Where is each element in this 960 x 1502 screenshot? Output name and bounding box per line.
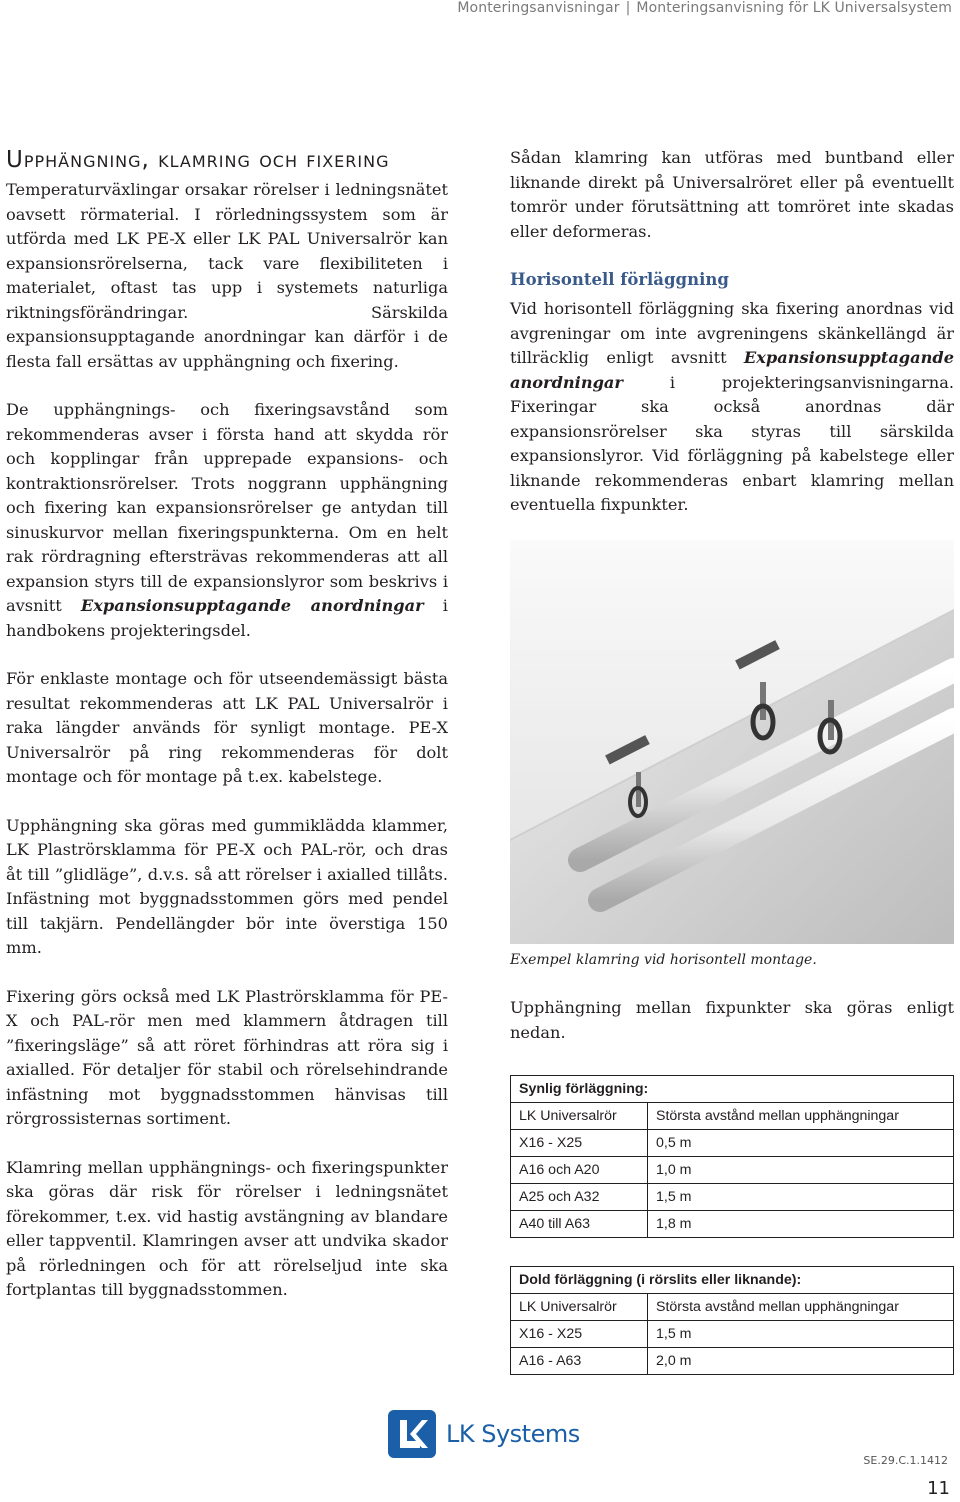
table-row: [511, 1130, 954, 1157]
cell-pipe: A16 - A63: [511, 1348, 648, 1375]
paragraph-mounting: För enklaste montage och för utseendemässigt bästa resultat rekommenderas att LK PAL Universalrör i raka längder används för synligt montage. PE-X Universalrör på ring rekommenderas för dolt montage och för montage på t.ex. kabelstege.: [6, 669, 448, 786]
cell-distance: 0,5 m: [648, 1130, 954, 1157]
table-visible-installation: [510, 1075, 954, 1238]
table-header-row: [511, 1103, 954, 1130]
header-document: Monteringsanvisning för LK Universalsystem: [636, 0, 952, 16]
right-column: [510, 146, 954, 542]
paragraph-distances-end: i handbokens projekteringsdel.: [6, 596, 448, 640]
table-title: Synlig förläggning:: [511, 1076, 954, 1103]
table-header-row: [511, 1294, 954, 1321]
pipe-clamping-photo: [510, 540, 954, 944]
cell-distance: 1,5 m: [648, 1184, 954, 1211]
section-title: Upphängning, klamring och fixering: [6, 147, 390, 173]
left-column: [6, 146, 448, 1327]
photo-caption: Exempel klamring vid horisontell montage.: [510, 952, 817, 968]
page-header: [457, 0, 952, 16]
column-header-pipe: LK Universalrör: [511, 1294, 648, 1321]
reference-expansion: Expansionsupptagande anordningar: [80, 596, 424, 615]
cell-pipe: A25 och A32: [511, 1184, 648, 1211]
paragraph-suspension: Upphängning ska göras med gummiklädda klammer, LK Plaströrsklamma för PE-X och PAL-rör, och dras åt till ”glidläge”, d.v.s. så att rörelser i axialled tillåts. Infästning mot byggnadsstommen görs med pendel till takjärn. Pendellängder bör inte överstiga 150 mm.: [6, 815, 448, 957]
paragraph-cable-tie: Sådan klamring kan utföras med buntband eller liknande direkt på Universalröret eller på eventuellt tomrör under förutsättning att tomröret inte skadas eller deformeras.: [510, 148, 954, 241]
paragraph-distances-text: De upphängnings- och fixeringsavstånd som rekommenderas avser i första hand att skydda rör och kopplingar från upprepade expansions- och kontraktionsrörelser. Trots noggrann upphängning och fixering kan expansionsrörelser ge antydan till sinuskurvor mellan fixeringspunkterna. Om en helt rak rördragning eftersträvas rekommenderas att all expansion styrs till de expansionslyror som beskrivs i avsnitt: [6, 400, 448, 615]
document-number: SE.29.C.1.1412: [863, 1454, 948, 1467]
column-header-pipe: LK Universalrör: [511, 1103, 648, 1130]
pipe-photo-illustration: [510, 540, 954, 944]
table-concealed-installation: [510, 1266, 954, 1375]
right-column-lower: [510, 996, 954, 1069]
column-header-distance: Största avstånd mellan upphängningar: [648, 1103, 954, 1130]
cell-distance: 2,0 m: [648, 1348, 954, 1375]
cell-pipe: X16 - X25: [511, 1321, 648, 1348]
paragraph-suspension-table-intro: Upphängning mellan fixpunkter ska göras enligt nedan.: [510, 998, 954, 1042]
table-row: [511, 1157, 954, 1184]
paragraph-clamping: Klamring mellan upphängnings- och fixeringspunkter ska göras där risk för rörelser i ledningsnätet förekommer, t.ex. vid hastig avstängning av blandare eller tappventil. Klamringen avser att undvika skador på rörledningen och för att rörelseljud inte ska fortplantas till byggnadsstommen.: [6, 1157, 448, 1299]
paragraph-horizontal-text: Vid horisontell förläggning ska fixering anordnas vid avgreningar om inte avgreningens skänkellängd är tillräcklig enligt avsnitt: [510, 299, 954, 367]
cell-pipe: X16 - X25: [511, 1130, 648, 1157]
paragraph-temperature: Temperaturväxlingar orsakar rörelser i ledningsnätet oavsett rörmaterial. I rörledningssystem som är utförda med LK PE-X eller LK PAL Universalrör kan expansionsrörelserna, tack vare flexibiliteten i materialet, oftast tas upp i systemets naturliga riktningsförändringar. Särskilda expansionsupptagande anordningar kan därför i de flesta fall ersättas av upphängning och fixering.: [6, 180, 448, 371]
header-separator: |: [625, 0, 631, 16]
paragraph-horizontal: [510, 297, 954, 518]
table-row: [511, 1321, 954, 1348]
page-number: 11: [927, 1478, 950, 1499]
cell-distance: 1,0 m: [648, 1157, 954, 1184]
paragraph-fixing: Fixering görs också med LK Plaströrsklamma för PE-X och PAL-rör men med klammern åtdragen till ”fixeringsläge” så att röret förhindras att röra sig i axialled. För detaljer för stabil och rörelsehindrande infästning mot byggnadsstommen hänvisas till rörgrossisternas sortiment.: [6, 986, 448, 1128]
cell-distance: 1,5 m: [648, 1321, 954, 1348]
table-title: Dold förläggning (i rörslits eller liknande):: [511, 1267, 954, 1294]
cell-pipe: A16 och A20: [511, 1157, 648, 1184]
cell-pipe: A40 till A63: [511, 1211, 648, 1238]
column-header-distance: Största avstånd mellan upphängningar: [648, 1294, 954, 1321]
table-row: [511, 1184, 954, 1211]
logo-text: LK Systems: [446, 1420, 580, 1448]
subheading-horizontal: Horisontell förläggning: [510, 270, 729, 289]
reference-expansion-right: Expansionsupptagande anordningar: [510, 348, 954, 392]
company-logo: [388, 1410, 580, 1458]
paragraph-horizontal-end: i projekteringsanvisningarna. Fixeringar ska också anordnas där expansionsrörelser ska styras till särskilda expansionslyror. Vid förläggning på kabelstege eller liknande rekommenderas enbart klamring mellan eventuella fixpunkter.: [510, 372, 954, 514]
cell-distance: 1,8 m: [648, 1211, 954, 1238]
paragraph-distances: [6, 398, 448, 643]
lk-logo-icon: [388, 1410, 436, 1458]
header-section: Monteringsanvisningar: [457, 0, 620, 16]
table-row: [511, 1211, 954, 1238]
table-row: [511, 1348, 954, 1375]
